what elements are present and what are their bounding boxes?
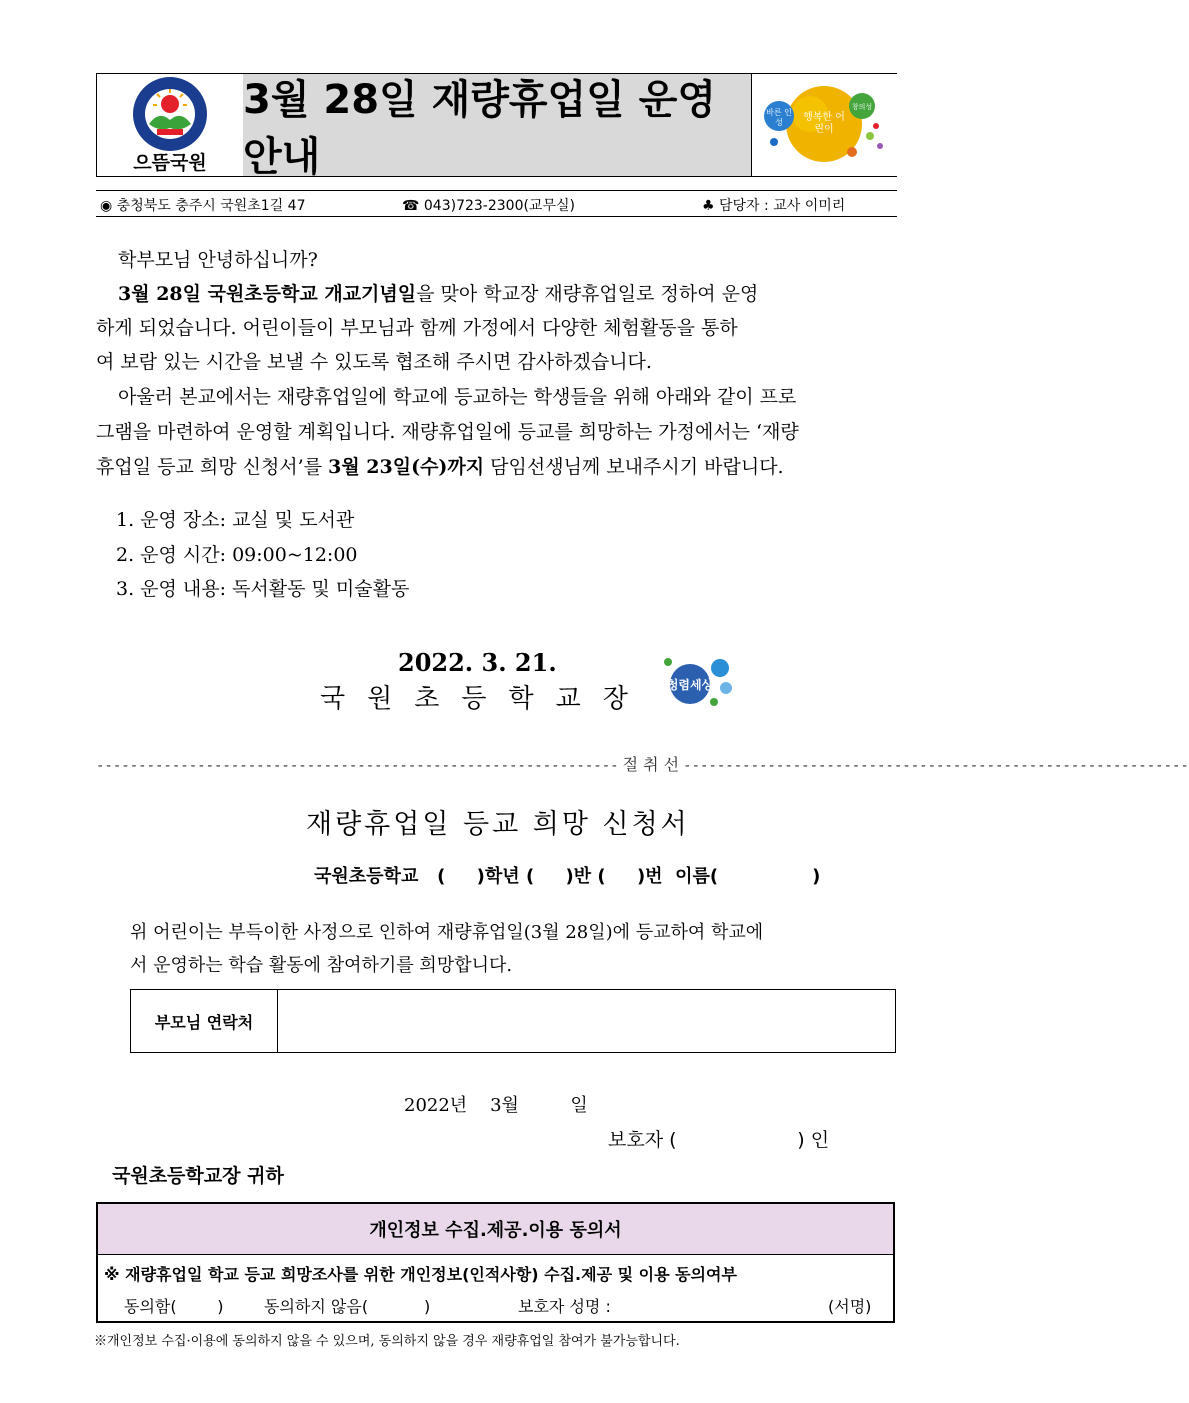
item-content: 3. 운영 내용: 독서활동 및 미술활동 — [116, 578, 410, 600]
form-title: 재량휴업일 등교 희망 신청서 — [306, 809, 690, 840]
consent-disagree-option[interactable]: 동의하지 않음( ) — [264, 1297, 431, 1316]
form-text-line-2: 서 운영하는 학습 활동에 참여하기를 희망합니다. — [130, 955, 513, 976]
parent-contact-label: 부모님 연락처 — [131, 990, 278, 1052]
contact-person-text: ♣ 담당자 : 교사 이미리 — [702, 198, 846, 214]
page-title-box — [243, 74, 751, 180]
paragraph-2-text-b: 담임선생님께 보내주시기 바랍니다. — [484, 456, 784, 478]
item-time: 2. 운영 시간: 09:00~12:00 — [116, 544, 358, 566]
consent-agree-option[interactable]: 동의함( ) — [124, 1297, 224, 1316]
seal-text: 청렴세상 — [666, 678, 714, 692]
paragraph-1-line-1 — [118, 277, 758, 311]
guardian-signature-label: 보호자 성명 : — [518, 1297, 611, 1316]
parent-contact-field[interactable] — [278, 990, 895, 1052]
footnote: ※개인정보 수집·이용에 동의하지 않을 수 있으며, 동의하지 않을 경우 재량휴업일 참여가 불가능합니다. — [94, 1334, 680, 1349]
paragraph-1-text: 을 맞아 학교장 재량휴업일로 정하여 운영 — [416, 283, 759, 305]
consent-title: 개인정보 수집.제공.이용 동의서 — [98, 1204, 893, 1255]
school-logo-box — [97, 74, 244, 176]
paragraph-2-line-3 — [96, 450, 784, 484]
paragraph-1-line-2: 하게 되었습니다. 어린이들이 부모님과 함께 가정에서 다양한 체험활동을 통하 — [96, 317, 738, 339]
greeting: 학부모님 안녕하십니까? — [118, 249, 318, 271]
deadline-highlight: 3월 23일(수)까지 — [328, 456, 485, 478]
emblem-text-left: 바른 인성 — [766, 108, 792, 127]
emblem-box — [751, 74, 897, 176]
info-bar — [96, 190, 897, 217]
cut-line-dashes-right: ------------------------------------------------------------ — [683, 758, 1189, 774]
emblem-text-center: 행복한 어린이 — [803, 112, 845, 135]
student-info-line: 국원초등학교 ( )학년 ( )반 ( )번 이름( ) — [314, 866, 821, 887]
anniversary-highlight: 3월 28일 국원초등학교 개교기념일 — [118, 283, 417, 305]
consent-question: ※ 재량휴업일 학교 등교 희망조사를 위한 개인정보(인적사항) 수집.제공 및 이용 동의여부 — [104, 1265, 737, 1284]
guardian-line: 보호자 ( ) 인 — [608, 1129, 830, 1151]
address-text: ◉ 충청북도 충주시 국원초1길 47 — [100, 198, 306, 214]
addressee: 국원초등학교장 귀하 — [112, 1165, 284, 1187]
cut-line-dashes-left: -------------------------------------------------------------- — [96, 758, 619, 774]
paragraph-2-line-1: 아울러 본교에서는 재량휴업일에 학교에 등교하는 학생들을 위해 아래와 같이 프로 — [118, 386, 797, 408]
document-header — [96, 73, 897, 180]
emblem-text-right: 창의성 — [851, 103, 873, 111]
issue-date: 2022. 3. 21. — [398, 648, 557, 677]
item-location: 1. 운영 장소: 교실 및 도서관 — [116, 509, 355, 531]
cut-line-label: 절 취 선 — [622, 755, 680, 774]
school-logo-icon — [97, 74, 243, 154]
phone-text: ☎ 043)723-2300(교무실) — [402, 198, 575, 214]
parent-contact-table — [130, 989, 896, 1053]
clean-world-seal-icon — [662, 654, 738, 714]
form-date-line: 2022년 3월 일 — [404, 1095, 588, 1116]
page-title: 3월 28일 재량휴업일 운영 안내 — [243, 77, 717, 180]
signature-suffix: (서명) — [828, 1297, 872, 1316]
cut-line — [96, 752, 1189, 775]
paragraph-2-text-a: 휴업일 등교 희망 신청서’를 — [96, 456, 329, 478]
form-text-line-1: 위 어린이는 부득이한 사정으로 인하여 재량휴업일(3월 28일)에 등교하여 학교에 — [130, 922, 764, 943]
school-badge-text: 으뜸국원 — [133, 152, 207, 174]
paragraph-2-line-2: 그램을 마련하여 운영할 계획입니다. 재량휴업일에 등교를 희망하는 가정에서는 ‘재량 — [96, 421, 799, 443]
privacy-consent-box — [96, 1202, 895, 1323]
paragraph-1-line-3: 여 보람 있는 시간을 보낼 수 있도록 협조해 주시면 감사하겠습니다. — [96, 351, 652, 373]
principal-name: 국원초등학교장 — [320, 684, 650, 714]
